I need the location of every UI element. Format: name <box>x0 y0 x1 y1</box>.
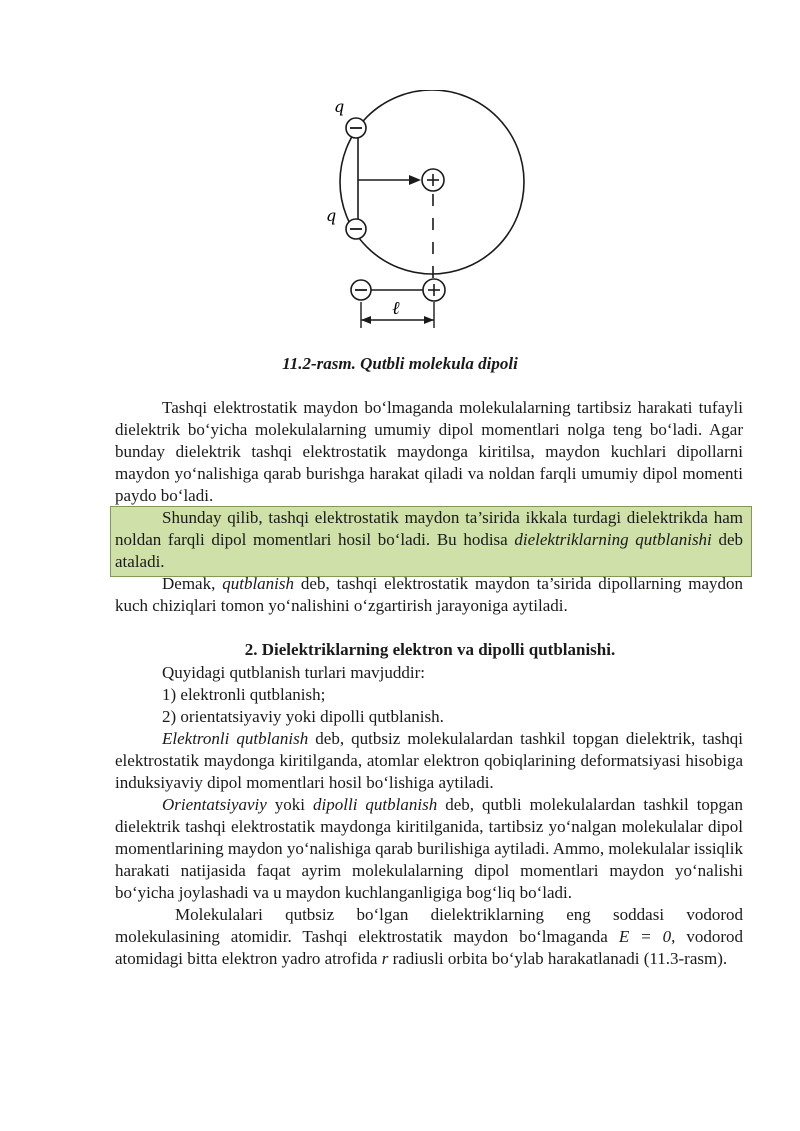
dipole-term: dipolli qutblanish <box>313 795 438 814</box>
charge-label-top: q <box>334 97 345 116</box>
arrow-head-icon <box>409 175 421 185</box>
paragraph-orientation <box>115 794 743 904</box>
figure-caption: 11.2-rasm. Qutbli molekula dipoli <box>282 354 518 373</box>
plus-charge-lower <box>423 279 445 301</box>
electronic-tail: deb, qutbsiz molekulalardan tashkil topgan dielektrik, tashqi elektrostatik maydonga kiritilganda, atomlar elektron qobiqlarining deformatsiyasi hisobiga induksiyaviy dipol momentlari hosil bo‘lishiga aytiladi. <box>115 729 743 792</box>
dim-arrow-right-icon <box>424 316 434 324</box>
math-r: r <box>381 949 389 968</box>
list-item: 1) elektronli qutblanish; <box>162 685 326 704</box>
hydrogen-text-1: Molekulalari qutbsiz bo‘lgan dielektriklarning eng soddasi vodorod molekulasining atomidir. Tashqi elektrostatik maydon bo‘lmaganda <box>115 905 743 946</box>
body-block-1 <box>115 397 743 507</box>
polarization-tail: deb ataladi. <box>115 530 743 571</box>
definition-tail: deb, tashqi elektrostatik maydon ta’sirida dipollarning maydon kuch chiziqlari tomon yo‘nalishini o‘zgartirish jarayoniga aytiladi. <box>115 574 744 615</box>
paragraph-intro: Tashqi elektrostatik maydon bo‘lmaganda molekulalarning tartibsiz harakati tufayli dielektrik bo‘yicha molekulalarning umumiy dipol momentlari nolga teng bo‘ladi. Agar bunday dielektrik tashqi elektrostatik maydonga kiritilsa, maydon kuchlari dipollarni maydon yo‘nalishiga qarab burishga harakat qiladi va noldan farqli umumiy dipol momenti paydo bo‘ladi. <box>115 398 743 505</box>
hydrogen-text-3: radiusli orbita bo‘ylab harakatlanadi (11.3-rasm). <box>388 949 728 968</box>
polarization-text: Shunday qilib, tashqi elektrostatik maydon ta’sirida ikkala turdagi dielektrikda ham noldan farqli dipol momentlari hosil bo‘ladi. Bu hodisa <box>115 508 743 549</box>
dim-arrow-left-icon <box>361 316 371 324</box>
dipole-figure <box>315 90 545 335</box>
paragraph-electronic <box>115 728 743 794</box>
paragraph-hydrogen <box>115 904 743 970</box>
orientation-mid: yoki <box>266 795 314 814</box>
plus-charge-center <box>422 169 444 191</box>
length-label: ℓ <box>392 298 400 319</box>
charge-label-bottom: q <box>326 206 337 225</box>
polarization-term: dielektriklarning qutblanishi <box>514 530 712 549</box>
body-block-2 <box>115 507 743 617</box>
hydrogen-text-2: , vodorod atomidagi bitta elektron yadro atrofida <box>115 927 743 968</box>
math-e-zero: E = 0 <box>618 927 672 946</box>
minus-charge-top <box>346 118 366 138</box>
orientation-tail: deb, qutbli molekulalardan tashkil topgan dielektrik tashqi elektrostatik maydonga kiritilganida, tartibsiz yo‘nalgan molekulalar dipol momentlarining maydon yo‘nalishiga qarab burilishiga aytiladi. Ammo, molekulalar issiqlik harakati natijasida faqat ayrim molekulalarning dipol momentlari maydon yo‘nalishi bo‘yicha joylashadi va u maydon kuchlanganligiga bog‘liq bo‘ladi. <box>115 795 743 902</box>
section-heading: 2. Dielektriklarning elektron va dipolli qutblanishi. <box>244 640 616 659</box>
paragraph-polarization <box>115 507 743 573</box>
list-intro: Quyidagi qutblanish turlari mavjuddir: <box>162 663 425 682</box>
electronic-term: Elektronli qutblanish <box>162 729 309 748</box>
body-block-3 <box>115 662 743 970</box>
definition-text: Demak, <box>162 574 223 593</box>
minus-charge-bottom <box>346 219 366 239</box>
orientation-term: Orientatsiyaviy <box>162 795 267 814</box>
definition-term: qutblanish <box>222 574 295 593</box>
paragraph-definition <box>115 573 743 617</box>
list-item: 2) orientatsiyaviy yoki dipolli qutblanish. <box>162 707 444 726</box>
minus-charge-lower <box>351 280 371 300</box>
